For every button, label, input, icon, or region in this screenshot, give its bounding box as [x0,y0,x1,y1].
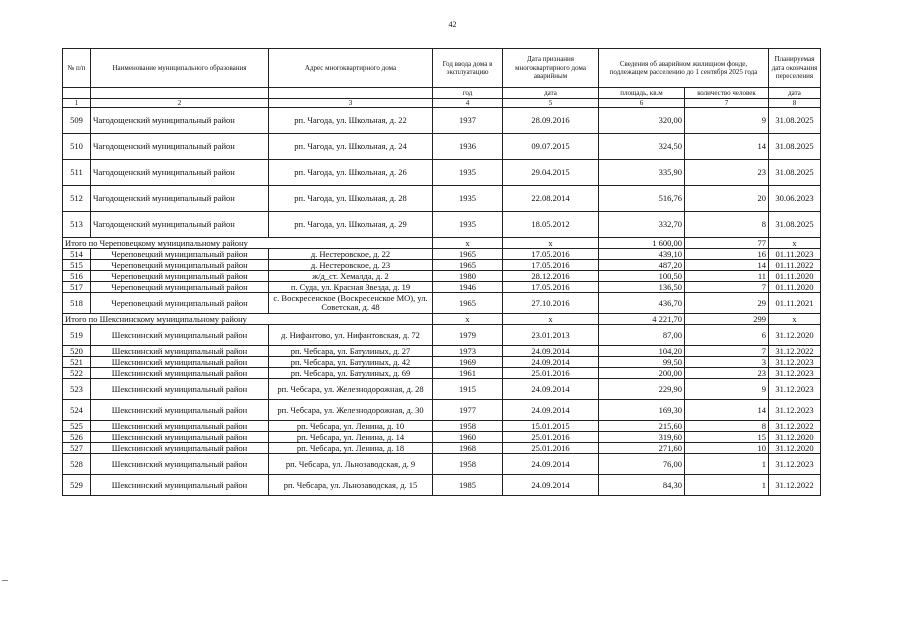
total-label: Итого по Шекснинскому муниципальному району [63,314,433,325]
row-people: 6 [685,325,769,346]
row-address: д. Нестеровское, д. 23 [269,260,433,271]
row-date: 09.07.2015 [503,134,599,160]
row-date: 24.09.2014 [503,454,599,475]
row-year: 1935 [433,212,503,238]
row-year: 1973 [433,346,503,357]
row-area: 487,20 [599,260,685,271]
table-row [63,134,821,160]
row-planned: 31.12.2020 [769,432,821,443]
row-municipality: Шекснинский муниципальный район [91,379,269,400]
total-area: 4 221,70 [599,314,685,325]
subheader-empty [269,88,433,99]
row-address: рп. Чебсара, ул. Льнозаводская, д. 9 [269,454,433,475]
row-planned: 01.11.2021 [769,293,821,314]
row-date: 15.01.2015 [503,421,599,432]
row-num: 519 [63,325,91,346]
table-body [63,108,821,496]
total-planned: x [769,314,821,325]
row-date: 24.09.2014 [503,475,599,496]
table-row [63,249,821,260]
total-row [63,238,821,249]
row-planned: 31.12.2022 [769,421,821,432]
row-planned: 31.08.2025 [769,160,821,186]
row-people: 7 [685,346,769,357]
total-people: 299 [685,314,769,325]
row-address: д. Нестеровское, д. 22 [269,249,433,260]
row-year: 1937 [433,108,503,134]
row-date: 18.05.2012 [503,212,599,238]
row-year: 1935 [433,160,503,186]
row-year: 1969 [433,357,503,368]
total-year: x [433,314,503,325]
col-index: 4 [433,99,503,108]
col-index: 8 [769,99,821,108]
row-address: рп. Чебсара, ул. Батулиных, д. 42 [269,357,433,368]
row-municipality: Череповецкий муниципальный район [91,282,269,293]
row-area: 200,00 [599,368,685,379]
row-planned: 30.06.2023 [769,186,821,212]
row-year: 1961 [433,368,503,379]
row-date: 17.05.2016 [503,249,599,260]
row-area: 320,00 [599,108,685,134]
row-year: 1985 [433,475,503,496]
row-area: 84,30 [599,475,685,496]
row-date: 28.09.2016 [503,108,599,134]
row-date: 22.08.2014 [503,186,599,212]
row-municipality: Шекснинский муниципальный район [91,421,269,432]
row-municipality: Чагодощенский муниципальный район [91,160,269,186]
row-year: 1968 [433,443,503,454]
total-planned: x [769,238,821,249]
table-row [63,368,821,379]
table-row [63,293,821,314]
row-address: с. Воскресенское (Воскресенское МО), ул. Советская, д. 48 [269,293,433,314]
subheader-empty [91,88,269,99]
row-date: 23.01.2013 [503,325,599,346]
total-area: 1 600,00 [599,238,685,249]
row-area: 229,90 [599,379,685,400]
row-area: 104,20 [599,346,685,357]
row-year: 1936 [433,134,503,160]
total-people: 77 [685,238,769,249]
row-area: 516,76 [599,186,685,212]
row-num: 522 [63,368,91,379]
row-date: 24.09.2014 [503,379,599,400]
total-date: x [503,238,599,249]
row-year: 1946 [433,282,503,293]
row-people: 10 [685,443,769,454]
row-planned: 31.12.2020 [769,443,821,454]
table-row [63,271,821,282]
row-municipality: Чагодощенский муниципальный район [91,108,269,134]
row-planned: 31.12.2023 [769,357,821,368]
row-address: рп. Чебсара, ул. Ленина, д. 10 [269,421,433,432]
row-people: 3 [685,357,769,368]
row-num: 511 [63,160,91,186]
subheader-date: дата [503,88,599,99]
row-date: 28.12.2016 [503,271,599,282]
row-date: 24.09.2014 [503,400,599,421]
row-date: 17.05.2016 [503,260,599,271]
row-planned: 01.11.2022 [769,260,821,271]
row-municipality: Шекснинский муниципальный район [91,432,269,443]
row-people: 7 [685,282,769,293]
row-people: 9 [685,379,769,400]
row-area: 215,60 [599,421,685,432]
subheader-area: площадь, кв.м [599,88,685,99]
row-date: 17.05.2016 [503,282,599,293]
row-date: 24.09.2014 [503,357,599,368]
row-num: 509 [63,108,91,134]
row-address: рп. Чебсара, ул. Батулиных, д. 69 [269,368,433,379]
row-area: 324,50 [599,134,685,160]
row-people: 15 [685,432,769,443]
row-date: 27.10.2016 [503,293,599,314]
row-people: 8 [685,212,769,238]
col-header-recognized-date: Дата признания многоквартирного дома аварийным [503,49,599,88]
row-area: 136,50 [599,282,685,293]
row-planned: 31.12.2023 [769,379,821,400]
row-num: 523 [63,379,91,400]
row-year: 1980 [433,271,503,282]
col-header-municipality: Наименование муниципального образования [91,49,269,88]
row-municipality: Чагодощенский муниципальный район [91,186,269,212]
total-year: x [433,238,503,249]
page-number: 42 [448,20,457,29]
row-address: рп. Чебсара, ул. Ленина, д. 14 [269,432,433,443]
row-planned: 31.12.2022 [769,346,821,357]
row-planned: 31.08.2025 [769,212,821,238]
row-address: рп. Чагода, ул. Школьная, д. 29 [269,212,433,238]
row-planned: 31.08.2025 [769,134,821,160]
subheader-people: количество человек [685,88,769,99]
table-row [63,212,821,238]
row-municipality: Шекснинский муниципальный район [91,400,269,421]
row-municipality: Чагодощенский муниципальный район [91,134,269,160]
row-num: 520 [63,346,91,357]
row-num: 517 [63,282,91,293]
col-index: 5 [503,99,599,108]
scan-edge-mark [2,580,8,581]
row-date: 25.01.2016 [503,432,599,443]
row-area: 87,00 [599,325,685,346]
row-address: рп. Чагода, ул. Школьная, д. 24 [269,134,433,160]
total-label: Итого по Череповецкому муниципальному району [63,238,433,249]
row-address: д. Нифантово, ул. Нифантовская, д. 72 [269,325,433,346]
row-year: 1965 [433,249,503,260]
row-people: 23 [685,160,769,186]
row-municipality: Шекснинский муниципальный район [91,368,269,379]
row-planned: 31.12.2023 [769,368,821,379]
row-people: 8 [685,421,769,432]
row-num: 525 [63,421,91,432]
row-people: 23 [685,368,769,379]
row-year: 1935 [433,186,503,212]
col-index: 1 [63,99,91,108]
row-municipality: Шекснинский муниципальный район [91,357,269,368]
row-num: 512 [63,186,91,212]
row-num: 510 [63,134,91,160]
row-year: 1958 [433,421,503,432]
table-row [63,346,821,357]
row-num: 521 [63,357,91,368]
row-year: 1979 [433,325,503,346]
col-header-year: Год ввода дома в эксплуатацию [433,49,503,88]
row-municipality: Чагодощенский муниципальный район [91,212,269,238]
subheader-empty [63,88,91,99]
row-year: 1977 [433,400,503,421]
row-address: рп. Чагода, ул. Школьная, д. 26 [269,160,433,186]
table-row [63,160,821,186]
table-row [63,432,821,443]
col-header-planned-date: Планируемая дата окончания переселения [769,49,821,88]
row-planned: 31.12.2023 [769,400,821,421]
row-num: 529 [63,475,91,496]
table-row [63,443,821,454]
row-year: 1965 [433,260,503,271]
row-people: 1 [685,454,769,475]
table-row [63,108,821,134]
row-municipality: Череповецкий муниципальный район [91,271,269,282]
row-num: 515 [63,260,91,271]
row-area: 319,60 [599,432,685,443]
row-date: 29.04.2015 [503,160,599,186]
emergency-housing-table [62,48,821,496]
row-municipality: Шекснинский муниципальный район [91,325,269,346]
row-year: 1960 [433,432,503,443]
row-people: 9 [685,108,769,134]
table-row [63,475,821,496]
subheader-year: год [433,88,503,99]
row-address: рп. Чагода, ул. Школьная, д. 28 [269,186,433,212]
row-people: 14 [685,400,769,421]
total-date: x [503,314,599,325]
row-area: 335,90 [599,160,685,186]
row-planned: 31.12.2022 [769,475,821,496]
row-address: рп. Чебсара, ул. Железнодорожная, д. 30 [269,400,433,421]
table-row [63,421,821,432]
row-municipality: Шекснинский муниципальный район [91,454,269,475]
row-year: 1958 [433,454,503,475]
col-index: 7 [685,99,769,108]
row-planned: 01.11.2020 [769,271,821,282]
total-row [63,314,821,325]
row-planned: 31.12.2023 [769,454,821,475]
row-year: 1965 [433,293,503,314]
row-address: рп. Чебсара, ул. Железнодорожная, д. 28 [269,379,433,400]
col-index: 6 [599,99,685,108]
row-people: 20 [685,186,769,212]
subheader-date-planned: дата [769,88,821,99]
row-address: ж/д_ст. Хемалда, д. 2 [269,271,433,282]
row-municipality: Череповецкий муниципальный район [91,293,269,314]
row-area: 169,30 [599,400,685,421]
row-municipality: Череповецкий муниципальный район [91,249,269,260]
row-num: 528 [63,454,91,475]
row-people: 14 [685,260,769,271]
row-planned: 31.08.2025 [769,108,821,134]
row-municipality: Шекснинский муниципальный район [91,443,269,454]
row-municipality: Шекснинский муниципальный район [91,346,269,357]
row-address: п. Суда, ул. Красная Звезда, д. 19 [269,282,433,293]
row-area: 76,00 [599,454,685,475]
row-address: рп. Чебсара, ул. Батулиных, д. 27 [269,346,433,357]
row-date: 25.01.2016 [503,368,599,379]
row-area: 100,50 [599,271,685,282]
table-row [63,379,821,400]
row-municipality: Шекснинский муниципальный район [91,475,269,496]
row-area: 99,50 [599,357,685,368]
row-address: рп. Чагода, ул. Школьная, д. 22 [269,108,433,134]
row-planned: 01.11.2023 [769,249,821,260]
row-people: 1 [685,475,769,496]
row-num: 514 [63,249,91,260]
table-row [63,325,821,346]
row-year: 1915 [433,379,503,400]
row-num: 518 [63,293,91,314]
table-row [63,400,821,421]
row-planned: 31.12.2020 [769,325,821,346]
row-num: 516 [63,271,91,282]
col-index: 3 [269,99,433,108]
row-address: рп. Чебсара, ул. Льнозаводская, д. 15 [269,475,433,496]
table-row [63,282,821,293]
col-header-address: Адрес многоквартирного дома [269,49,433,88]
table-row [63,260,821,271]
row-num: 513 [63,212,91,238]
row-planned: 01.11.2020 [769,282,821,293]
row-municipality: Череповецкий муниципальный район [91,260,269,271]
row-num: 527 [63,443,91,454]
row-area: 436,70 [599,293,685,314]
row-num: 526 [63,432,91,443]
col-header-num: № п/п [63,49,91,88]
row-num: 524 [63,400,91,421]
row-date: 25.01.2016 [503,443,599,454]
row-area: 271,60 [599,443,685,454]
row-people: 29 [685,293,769,314]
row-area: 332,70 [599,212,685,238]
table-row [63,357,821,368]
row-people: 14 [685,134,769,160]
row-people: 16 [685,249,769,260]
table-row [63,186,821,212]
table-row [63,454,821,475]
row-people: 11 [685,271,769,282]
row-date: 24.09.2014 [503,346,599,357]
row-area: 439,10 [599,249,685,260]
row-address: рп. Чебсара, ул. Ленина, д. 18 [269,443,433,454]
col-index: 2 [91,99,269,108]
col-header-housing-info: Сведения об аварийном жилищном фонде, подлежащем расселению до 1 сентября 2025 года [599,49,769,88]
